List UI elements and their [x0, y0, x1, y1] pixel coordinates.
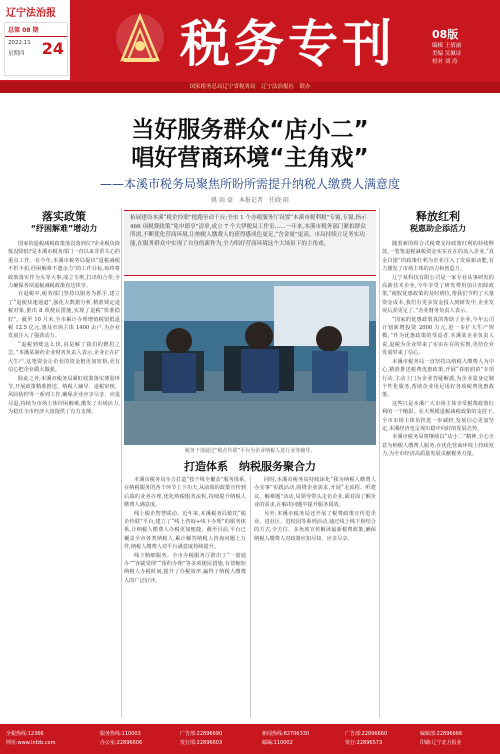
news-photo	[124, 281, 376, 445]
headline-line-2: 唱好营商环境“主角戏”	[131, 145, 369, 171]
footer-line: 办公室:22896606	[100, 740, 143, 746]
footer-line: 编辑部:22896666	[420, 731, 463, 737]
paragraph: “退税到账这么快,真是解了我们的燃眉之急。”本溪某制药企业财务负责人表示,企业正在扩大生产,这笔资金让企业的资金链更加宽裕,更有信心把企业做大做强。	[8, 341, 120, 374]
paragraph: 本溪市税务局一直坚持以纳税人缴费人为中心,精准推送税费优惠政策,开展“春雨润苗”专项行动,主动上门为企业答疑解惑,为企业量身定制个性化服务,帮助企业用足用好各项税费优惠政策。	[382, 358, 494, 399]
paragraph: 国家的退税减税政策落没落到位?企业税负降低没降低?是本溪市税务部门一直以来非常关心的重点工作。在今年,本溪市税务局提出“退税减税不折不扣,纾困解难不遗余力”的工作目标,始终将政策落实作为头等大事,成立专班,打出组合拳,全力确保各项退税减税政策直达快享。	[8, 241, 120, 290]
footer-line: 邮编:110002	[262, 740, 293, 746]
footer-line: 新闻热线:82706330	[262, 731, 310, 737]
section-masthead: 税务专刊	[180, 15, 396, 73]
paragraph: 线上税企智慧联动。近年来,本溪税务局依托“税企拎联”平台,建立了“线上咨询+线下办理”的服务体系,让纳税人缴费人办税更加便捷。截至目前,平台已覆盖全市各类纳税人,累计解答纳税人咨询问题上万件,纳税人缴费人对平台满意度持续提升。	[124, 510, 246, 551]
issue-number: 总第 08 期	[5, 23, 67, 37]
paragraph: “国家的优惠政策真的帮助了企业,今年公司计划新增投资 2000 万元,进一步扩大生产规模。”作为优惠政策的受益者,本溪某企业负责人说,退税为企业带来了实实在在的实惠,更给企业发展带来了信心。	[382, 316, 494, 357]
column-divider	[250, 476, 251, 718]
left-section-title: 落实政策	[42, 210, 86, 223]
paragraph: 线下精细服务。全市办税服务厅推出了“一窗通办”“容缺受理”“预约办理”等多项便民措施,有效缩短纳税人办税时间,提升了办税效率,赢得了纳税人缴费人的广泛好评。	[124, 552, 246, 584]
tax-emblem-icon	[110, 8, 170, 72]
middle-column-text-a	[124, 476, 246, 718]
left-section-subtitle: “纾困解难”增动力	[30, 224, 98, 233]
paragraph: 除此之外,本溪市税务局紧盯政策落实薄弱环节,开展政策精准推送、纳税人辅导、退税审核、风险防控等一系列工作,确保企业应享尽享、应退尽退,持续为市场主体纾困解难,激发了市场活力,为稳住全市经济大盘提供了有力支撑。	[8, 375, 120, 416]
editor-credits	[432, 42, 494, 66]
footer-line: 网址:www.lnfzb.com	[6, 740, 56, 746]
issue-weekday: 星期四	[8, 51, 25, 57]
issue-info-box	[4, 22, 68, 76]
article-byline: 姚 雨 豪 本报记者 任晓 雨	[211, 197, 289, 204]
issue-day: 24	[41, 39, 64, 58]
column-divider	[379, 208, 380, 718]
footer-line: 服务热线:110003	[100, 731, 141, 737]
issue-date: 2022.11	[8, 40, 31, 46]
editor-line: 编辑 王倩丽	[432, 43, 462, 49]
designer-line: 美编 吴佩诗	[432, 51, 462, 57]
co-publisher-band: 国家税务总局辽宁省税务局 辽宁法治报社 联办	[0, 82, 500, 93]
right-column-text	[382, 240, 494, 718]
lead-quote-box: 拓展建设本溪“税企拎联”抢跑至动千台;全市 1 个办税服务厅设置“本溪市税利税”专窗,专窗,指示 466 项税费政策“免申即享”清单,成立 7 个大伊税局工作室……一年来,本溪市税务部门紧扣群众所需,不断优化营商环境,让纳税人缴费人的获得感成色更足,“含金量”更高。市局持续立足务实功能,在服务群众中实现了自身的新作为,全力唱好营商环境这个大场景下的主角戏。	[124, 210, 376, 276]
footer-line: 广告部:22896660	[345, 731, 388, 737]
paragraph: 这些只是本溪广大市场主体享受税费政策红利的一个缩影。在大规模退税减税政策的支持下,全市市场主体负担进一步减轻,发展信心更加坚定,本溪经济也呈现出稳中向好的发展态势。	[382, 400, 494, 432]
footer-line: 发行:22896573	[345, 740, 383, 746]
paragraph: 另外,本溪市税务局还开展了税费政策宣传进企业、进社区、进校园等系列活动,通过线上线下相结合的方式,全方位、多角度宣传解读最新税费政策,确保纳税人缴费人对政策应知尽知、应享尽享。	[254, 510, 376, 542]
photo-caption: 税务干部通过“税企拎联”平台为企业纳税人进行业务辅导。	[184, 448, 316, 454]
footer-line: 发行部:22896603	[180, 740, 223, 746]
left-column-text	[8, 240, 120, 718]
middle-column-text-b	[254, 476, 376, 718]
column-divider	[121, 208, 122, 718]
main-headline	[0, 116, 500, 172]
newspaper-brand: 辽宁法治报	[6, 8, 56, 19]
right-section-subtitle: 税惠助企添活力	[410, 224, 466, 233]
footer-line: 广告部:22896690	[180, 731, 223, 737]
footer-line: 全税热线:12366	[6, 731, 44, 737]
proofreader-line: 校对 刘 涛	[432, 59, 458, 65]
paragraph: 同时,本溪市税务局持续深化“我为纳税人缴费人办实事”实践活动,围绕企业需求,开展“走流程、听建议、解难题”活动,局领导带头走访企业,面对面了解企业的需求,在解决问题中提升服务质效。	[254, 477, 376, 509]
page-number: 08版	[432, 28, 459, 41]
middle-section-title: 打造体系 纳税服务聚合力	[184, 460, 316, 473]
page-footer	[0, 724, 500, 754]
paragraph: 在退税中,税务部门坚持以服务为抓手,建立了“退税快速通道”,强化大数据分析,精准锁定退税对象,推出 8 项便民措施,实现了退税“快准稳好”。截至 10 月末,全市累计办理增值税留抵退税 12.5 亿元,惠及市场主体 1400 余户,为企业发展注入了强劲动力。	[8, 291, 120, 340]
headline-line-1: 当好服务群众“店小二”	[131, 117, 369, 143]
paragraph: 本溪市税务局全力打造“枝干线全覆盖”服务体系,在纳税服务的各个环节上下功夫,从前端的政策宣传到后端的业务办理,优化纳税服务流程,持续提升纳税人缴费人满意度。	[124, 477, 246, 509]
right-section-title: 释放红利	[416, 210, 460, 223]
headline-subtitle: ——本溪市税务局聚焦所盼所需提升纳税人缴费人满意度	[99, 177, 400, 191]
paragraph: 辽宁某科技有限公司是一家专业从事研发的高新技术企业,今年享受了研发费用加计扣除政策,“税收优惠政策的及时到位,帮我们节约了大量资金成本,我们有更多资金投入到研发中,企业发展后劲更足了。”企业财务负责人表示。	[382, 274, 494, 315]
paragraph: 随着新的组合式税费支持政策红利的持续释放,一笔笔退税减税资金实实在在的流入企业,“真金白银”的政策红利为企业注入了发展新动能,有力激发了市场主体的活力和创造力。	[382, 241, 494, 273]
footer-line: 印刷:辽宁北方报业	[420, 740, 462, 746]
paragraph: 本溪市税务局将继续以“店小二”精神,全心全意为纳税人缴费人服务,在优化营商环境上持续发力,为全市经济高质量发展贡献税务力量。	[382, 434, 494, 458]
